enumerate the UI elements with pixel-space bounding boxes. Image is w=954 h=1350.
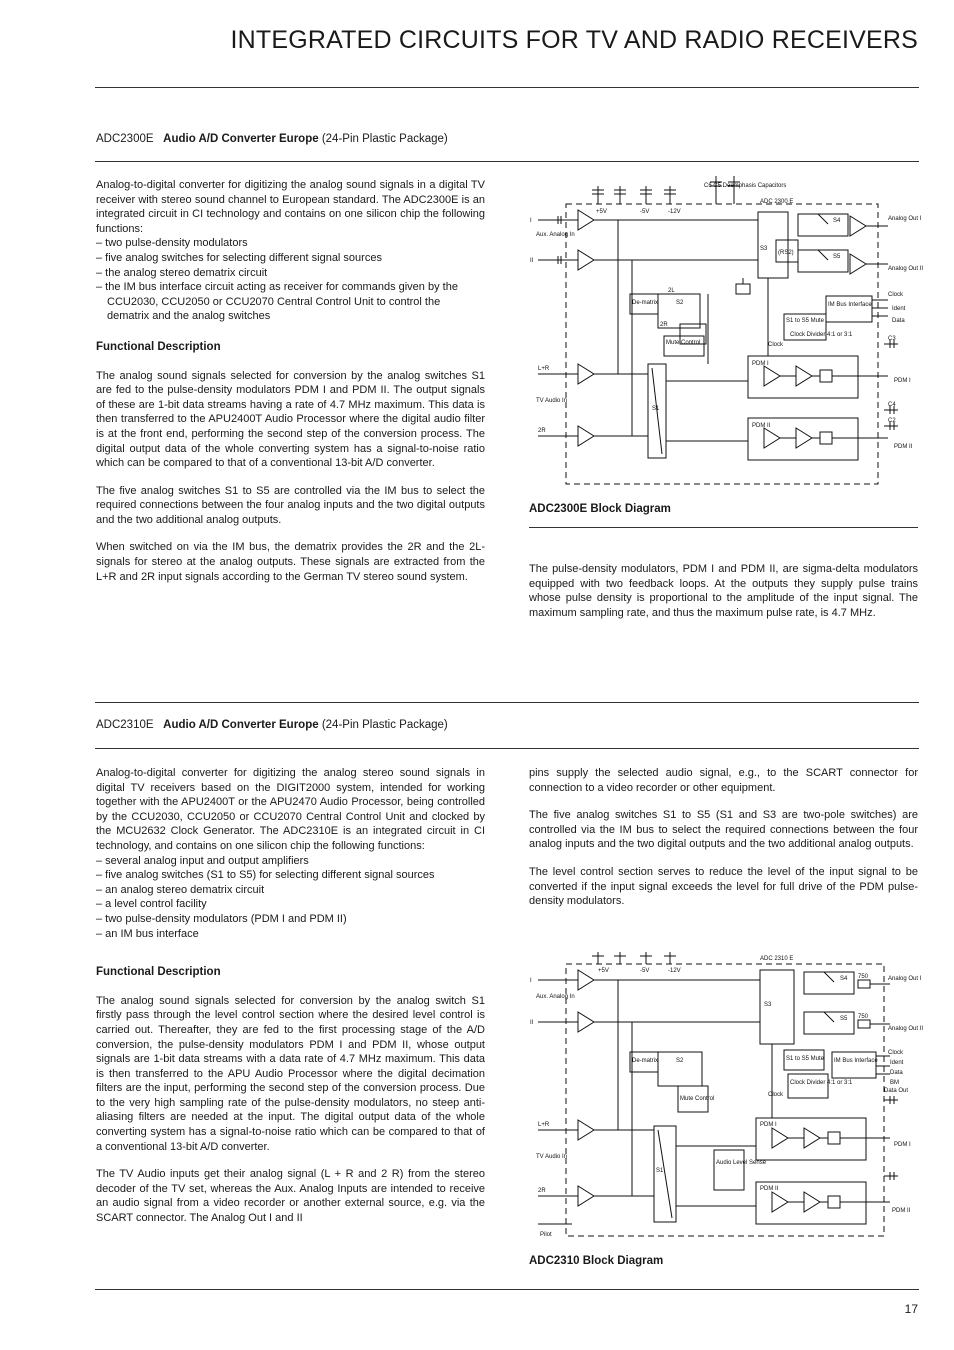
section1-intro: Analog-to-digital converter for digitizing the analog sound signals in a digital TV receiver with stereo sound channel to European standard. The ADC2300E is an integrated circuit in CI technology and contains on one silicon chip the following functions: xyxy=(96,179,485,235)
diag2-in-label: II xyxy=(530,1020,534,1026)
section2-paragraph: The TV Audio inputs get their analog signal (L + R and 2 R) from the stereo decoder of the TV set, whereas the Aux. Analog Inputs are intended to receive an audio signal from a video recorder or another external source, e.g. via the SCART connector. The Analog Out I and II xyxy=(96,1168,485,1225)
diag2-s2-label: S2 xyxy=(676,1058,684,1064)
list-item: – two pulse-density modulators (PDM I and PDM II) xyxy=(96,912,347,925)
diag1-out-analog2: Analog Out II xyxy=(888,266,924,272)
diag2-pilot: Pilot xyxy=(540,1232,552,1238)
section2-intro: Analog-to-digital converter for digitizing the analog stereo sound signals in digital TV receivers based on the DIGIT2000 system, intended for working together with the APU2400T or the APU2470 Audio Processor, being controlled by the CCU2030, CCU2050 or CCU2070 Central Control Unit and clocked by the MCU2632 Clock Generator. The ADC2310E is an integrated circuit in CI technology, and contains on one silicon chip the following functions: xyxy=(96,767,485,852)
section2-paragraph: The analog sound signals selected for conversion by the analog switch S1 firstly pass through the level control section where the desired level control is carried out. Thereafter, they are fed to the first processing stage of the A/D conversion, the pulse-density modulators PDM I and PDM II, whose output signals are 1-bit data streams with a data rate of 4.7 MHz maximum. This data is then transferred to the APU Audio Processor where the digital decimation filters are the input, performing the second step of the conversion process. Due to the very high sampling rate of the pulse-density modulators, no steep anti-aliasing filters are needed at the input. The digital output data of the whole converting system has a signal-to-noise ratio which can be compared to that of a conventional 13-bit A/D converter. xyxy=(96,994,485,1153)
section1-package: (24-Pin Plastic Package) xyxy=(321,133,448,145)
diag2-s3-label: S3 xyxy=(764,1002,772,1008)
section1-name: Audio A/D Converter Europe xyxy=(163,133,319,145)
section1-heading xyxy=(96,133,448,145)
diag1-pdm2: PDM II xyxy=(752,423,771,429)
diag1-in-label: 2R xyxy=(538,428,546,434)
diag2-clock-in: Clock xyxy=(768,1092,784,1098)
section2-function-list xyxy=(96,854,485,942)
diag1-s1s5: S1 to S5 Mute xyxy=(786,318,825,324)
diag1-pdm1: PDM I xyxy=(752,361,769,367)
diag2-in-label: I xyxy=(530,978,532,984)
section1-paragraph: When switched on via the IM bus, the dematrix provides the 2R and the 2L-signals for stereo at the analog outputs. These signals are extracted from the L+R and 2R input signals according to the German TV stereo sound system. xyxy=(96,541,485,583)
diag2-out-dataout: Data Out xyxy=(884,1088,909,1094)
section2-right-paragraph: The five analog switches S1 to S5 (S1 and S3 are two-pole switches) are controlled via the IM bus to select the required connections between the four analog inputs and the two digital outputs and the two additional analog outputs. xyxy=(529,809,918,851)
diag2-supply: +5V xyxy=(598,968,609,974)
diag1-tv-label: TV Audio In xyxy=(536,398,568,404)
title-rule xyxy=(95,87,919,88)
diag1-s2-label: S2 xyxy=(676,300,684,306)
section2-diagram-caption: ADC2310 Block Diagram xyxy=(529,1255,664,1267)
page-title: INTEGRATED CIRCUITS FOR TV AND RADIO RECEIVERS xyxy=(230,26,918,54)
section1-function-list xyxy=(96,236,485,324)
section1-diagram-caption: ADC2300E Block Diagram xyxy=(529,503,671,515)
list-item: – five analog switches for selecting different signal sources xyxy=(96,251,382,264)
diag1-in-label: L+R xyxy=(538,366,550,372)
diag1-out-pdm2: PDM II xyxy=(894,444,913,450)
diag2-tv-label: TV Audio In xyxy=(536,1154,568,1160)
adc2300e-block-diagram xyxy=(528,176,924,494)
section-divider xyxy=(95,702,919,703)
section1-right-column xyxy=(529,562,918,633)
list-item: – an analog stereo dematrix circuit xyxy=(96,883,265,896)
diag1-clock-in: Clock xyxy=(768,342,784,348)
diag2-out-ident: Ident xyxy=(890,1060,904,1066)
section2-part: ADC2310E xyxy=(96,719,154,731)
diag2-clockdiv: Clock Divider 4:1 or 3:1 xyxy=(790,1080,853,1086)
diag1-supply: -5V xyxy=(640,209,650,215)
diag2-out-clock: Clock xyxy=(888,1050,904,1056)
diag1-in-label: I xyxy=(530,218,532,224)
page-number: 17 xyxy=(904,1302,918,1316)
caption-rule xyxy=(529,527,918,528)
diag2-imbus: IM Bus Interface xyxy=(834,1058,878,1064)
diag2-mute: Mute Control xyxy=(680,1096,715,1102)
section1-left-column xyxy=(96,178,485,597)
diag1-out-data: Data xyxy=(892,318,905,324)
section2-rule xyxy=(95,748,919,749)
diag2-s1-label: S1 xyxy=(656,1168,664,1174)
diag2-750: 750 xyxy=(858,1014,869,1020)
section2-right-paragraph: The level control section serves to reduce the level of the input signal to be converted if the input signal exceeds the level for full drive of the PDM pulse-density modulators. xyxy=(529,865,918,908)
diag2-supply: -12V xyxy=(668,968,681,974)
list-item: – five analog switches (S1 to S5) for selecting different signal sources xyxy=(96,869,435,882)
list-item: – a level control facility xyxy=(96,898,207,911)
diag1-clockdiv: Clock Divider 4:1 or 3:1 xyxy=(790,332,853,338)
diag2-s5-label: S5 xyxy=(840,1016,848,1022)
diag1-out-clock: Clock xyxy=(888,292,904,298)
diag2-supply: -5V xyxy=(640,968,650,974)
diag1-2l: 2L xyxy=(668,288,675,294)
diag1-out-analog1: Analog Out I xyxy=(888,216,922,222)
section2-heading xyxy=(96,719,448,731)
list-item: – several analog input and output amplifiers xyxy=(96,854,309,867)
diag1-caps-label: C6 C5 Deemphasis Capacitors xyxy=(704,183,787,189)
diag1-out-c4: C4 xyxy=(888,402,896,408)
section1-part: ADC2300E xyxy=(96,133,154,145)
diag2-aux-label: Aux. Analog In xyxy=(536,994,575,1000)
diag2-pdm2: PDM II xyxy=(760,1186,779,1192)
diag1-s5-label: S5 xyxy=(833,254,841,260)
diag1-out-pdm1: PDM I xyxy=(894,378,911,384)
diag1-aux-label: Aux. Analog In xyxy=(536,232,575,238)
list-item: – two pulse-density modulators xyxy=(96,237,248,250)
adc2310-block-diagram xyxy=(528,950,924,1246)
diag1-rs2-label: (RS2) xyxy=(778,250,794,256)
diag1-s3-label: S3 xyxy=(760,246,768,252)
diag2-bm: BM xyxy=(890,1080,899,1086)
diag2-out-pdm1: PDM I xyxy=(894,1142,911,1148)
diag1-chip-label: ADC 2300 E xyxy=(760,199,794,205)
diag2-dematrix: De-matrix xyxy=(632,1058,659,1064)
list-item: – an IM bus interface xyxy=(96,927,199,940)
diag1-s1-label: S1 xyxy=(652,406,660,412)
diag2-out-analog2: Analog Out II xyxy=(888,1026,924,1032)
diag2-level: Audio Level Sense xyxy=(716,1160,767,1166)
diag1-2r: 2R xyxy=(660,322,668,328)
diag1-imbus: IM Bus Interface xyxy=(828,302,872,308)
diag2-pdm1: PDM I xyxy=(760,1122,777,1128)
list-item: – the IM bus interface circuit acting as receiver for commands given by the CCU2030, CCU2050 or CCU2070 Central Control Unit to control the dematrix and the analog switches xyxy=(96,281,458,323)
diag2-s4-label: S4 xyxy=(840,976,848,982)
section1-right-paragraph: The pulse-density modulators, PDM I and PDM II, are sigma-delta modulators equipped with two feedback loops. At the outputs they supply pulse trains whose pulse density is proportional to the amplitude of the input signal. The maximum sampling rate, and thus the maximum pulse rate, is 4.7 MHz. xyxy=(529,563,918,619)
bottom-rule xyxy=(95,1289,919,1290)
diag1-mute: Mute Control xyxy=(666,340,701,346)
section2-name: Audio A/D Converter Europe xyxy=(163,719,319,731)
section2-right-column xyxy=(529,766,918,922)
diag2-out-data: Data xyxy=(890,1070,903,1076)
diag1-in-label: II xyxy=(530,258,534,264)
section1-paragraph: The five analog switches S1 to S5 are controlled via the IM bus to select the required connections between the four analog inputs and the two digital outputs and the two additional analog outputs. xyxy=(96,484,485,526)
diag1-out-ident: Ident xyxy=(892,306,906,312)
section2-right-paragraph: pins supply the selected audio signal, e.g., to the SCART connector for connection to a video recorder or other equipment. xyxy=(529,767,918,794)
diag2-out-pdm2: PDM II xyxy=(892,1208,911,1214)
diag2-s1s5: S1 to S5 Mute xyxy=(786,1056,825,1062)
section2-left-column xyxy=(96,766,485,1239)
list-item: – the analog stereo dematrix circuit xyxy=(96,266,268,279)
diag1-out-c2: C2 xyxy=(888,418,896,424)
diag2-in-label: L+R xyxy=(538,1122,550,1128)
diag1-out-c3: C3 xyxy=(888,336,896,342)
diag2-in-label: 2R xyxy=(538,1188,546,1194)
diag1-dematrix: De-matrix xyxy=(632,300,659,306)
section2-package: (24-Pin Plastic Package) xyxy=(321,719,448,731)
diag2-750: 750 xyxy=(858,974,869,980)
diag1-s4-label: S4 xyxy=(833,218,841,224)
section2-func-heading: Functional Description xyxy=(96,966,221,979)
diag2-out-analog1: Analog Out I xyxy=(888,976,922,982)
diag2-chip-label: ADC 2310 E xyxy=(760,956,794,962)
diag1-supply: +5V xyxy=(596,209,607,215)
section1-rule xyxy=(95,161,919,162)
diag1-supply: -12V xyxy=(668,209,681,215)
section1-paragraph: The analog sound signals selected for conversion by the analog switches S1 are fed to the pulse-density modulators PDM I and PDM II. The output signals of these are 1-bit data streams having a rate of 4.7 MHz maximum. This data is then transferred to the APU2400T Audio Processor where the digital audio filter is at the front end, performing the second step of the conversion process. The digital output data of the whole converting system has a signal-to-noise ratio which can be compared to that of a conventional 13-bit A/D converter. xyxy=(96,369,485,470)
section1-func-heading: Functional Description xyxy=(96,340,221,353)
